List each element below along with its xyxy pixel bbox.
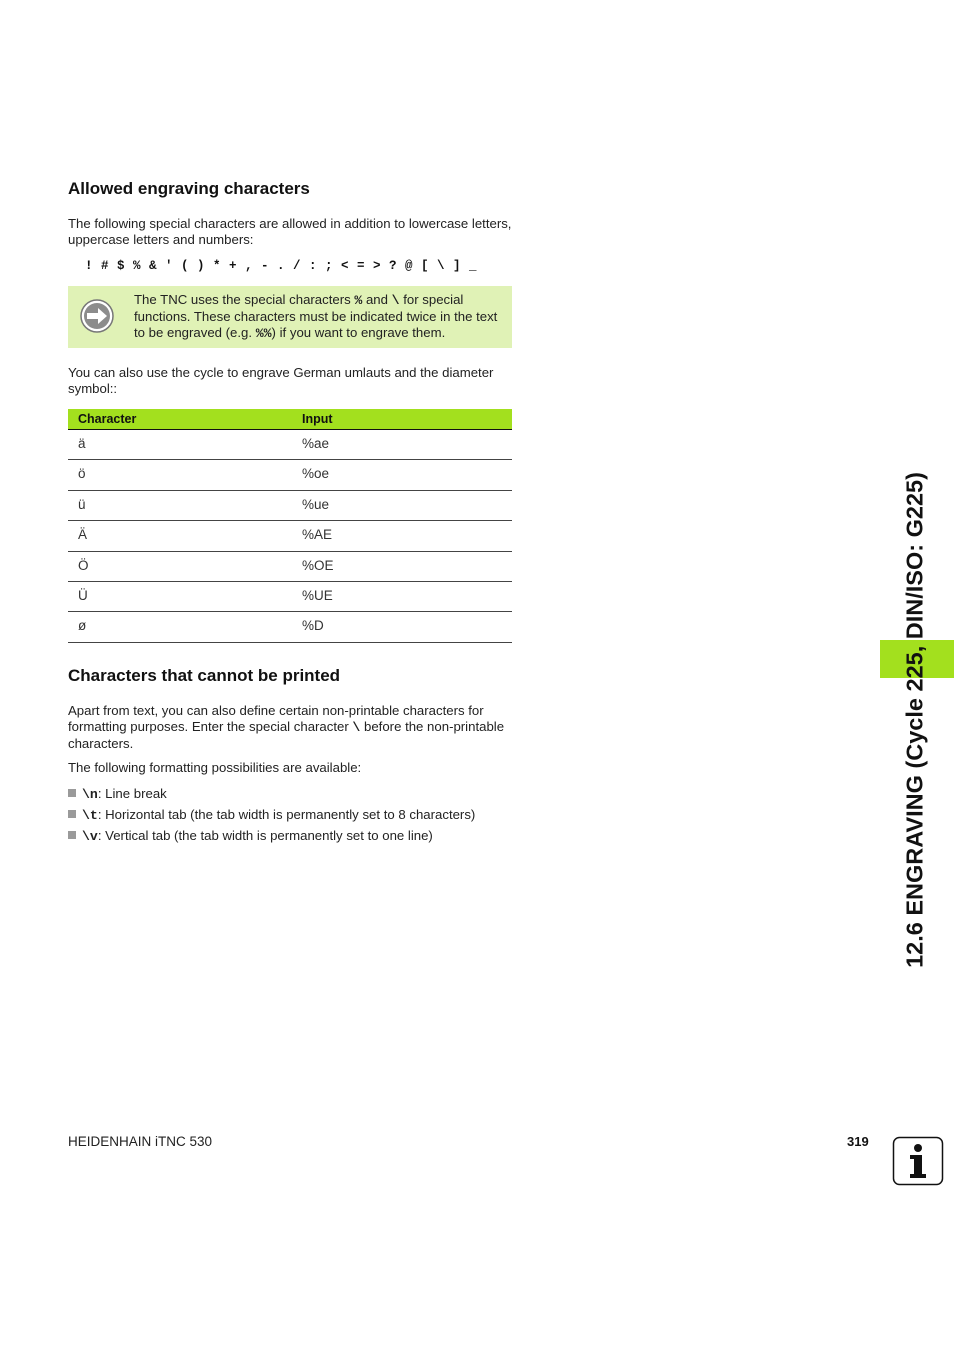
table-cell-input: %AE bbox=[302, 527, 333, 543]
column-header-character: Character bbox=[78, 412, 137, 426]
table-cell-character: ø bbox=[78, 618, 87, 634]
table-row bbox=[68, 582, 512, 612]
note-text: The TNC uses the special characters % and \ for special functions. These characters must be indicated twice in the text to be engraved (e.g. %%) if you want to engrave them. bbox=[134, 292, 498, 341]
table-cell-character: Ä bbox=[78, 527, 88, 543]
table-cell-input: %UE bbox=[302, 587, 333, 603]
table-row bbox=[68, 430, 512, 460]
table-cell-input: %OE bbox=[302, 557, 334, 573]
table-header bbox=[68, 409, 512, 430]
list-item: \n: Line break bbox=[68, 786, 167, 803]
table-row bbox=[68, 612, 512, 642]
section-heading-allowed-characters: Allowed engraving characters bbox=[68, 179, 310, 198]
formatting-intro: The following formatting possibilities are available: bbox=[68, 760, 362, 775]
info-icon bbox=[892, 1136, 944, 1186]
table-cell-input: %oe bbox=[302, 466, 330, 482]
table-row bbox=[68, 460, 512, 490]
table-cell-input: %ue bbox=[302, 496, 330, 512]
allowed-characters-intro: The following special characters are allowed in addition to lowercase letters, uppercase letters and numbers: bbox=[68, 216, 512, 247]
table-row bbox=[68, 521, 512, 551]
table-cell-input: %ae bbox=[302, 436, 330, 451]
table-row bbox=[68, 491, 512, 521]
umlaut-intro: You can also use the cycle to engrave German umlauts and the diameter symbol:: bbox=[68, 365, 494, 396]
note-box bbox=[68, 286, 512, 348]
non-printable-intro: Apart from text, you can also define certain non-printable characters for formatting purposes. Enter the special character \ before the non-printable characters. bbox=[68, 703, 505, 751]
table-cell-character: Ö bbox=[78, 557, 89, 573]
list-item: \t: Horizontal tab (the tab width is permanently set to 8 characters) bbox=[68, 807, 475, 824]
table-row bbox=[68, 552, 512, 582]
umlaut-table bbox=[68, 409, 512, 643]
special-characters-list: ! # $ % & ' ( ) * + , - . / : ; < = > ? @ [ \ ] _ bbox=[85, 259, 478, 273]
list-item: \v: Vertical tab (the tab width is permanently set to one line) bbox=[68, 828, 433, 845]
bullet-square-icon bbox=[68, 789, 76, 797]
table-cell-character: ö bbox=[78, 466, 86, 482]
table-cell-character: ä bbox=[78, 436, 86, 451]
table-cell-character: ü bbox=[78, 496, 86, 512]
footer-manual-name: HEIDENHAIN iTNC 530 bbox=[68, 1134, 213, 1149]
arrow-right-icon bbox=[80, 299, 114, 333]
bullet-square-icon bbox=[68, 810, 76, 818]
table-cell-character: Ü bbox=[78, 587, 88, 603]
column-header-input: Input bbox=[302, 412, 333, 426]
bullet-square-icon bbox=[68, 831, 76, 839]
section-heading-non-printable: Characters that cannot be printed bbox=[68, 666, 341, 685]
page-number: 319 bbox=[847, 1134, 869, 1149]
table-cell-input: %D bbox=[302, 618, 324, 634]
